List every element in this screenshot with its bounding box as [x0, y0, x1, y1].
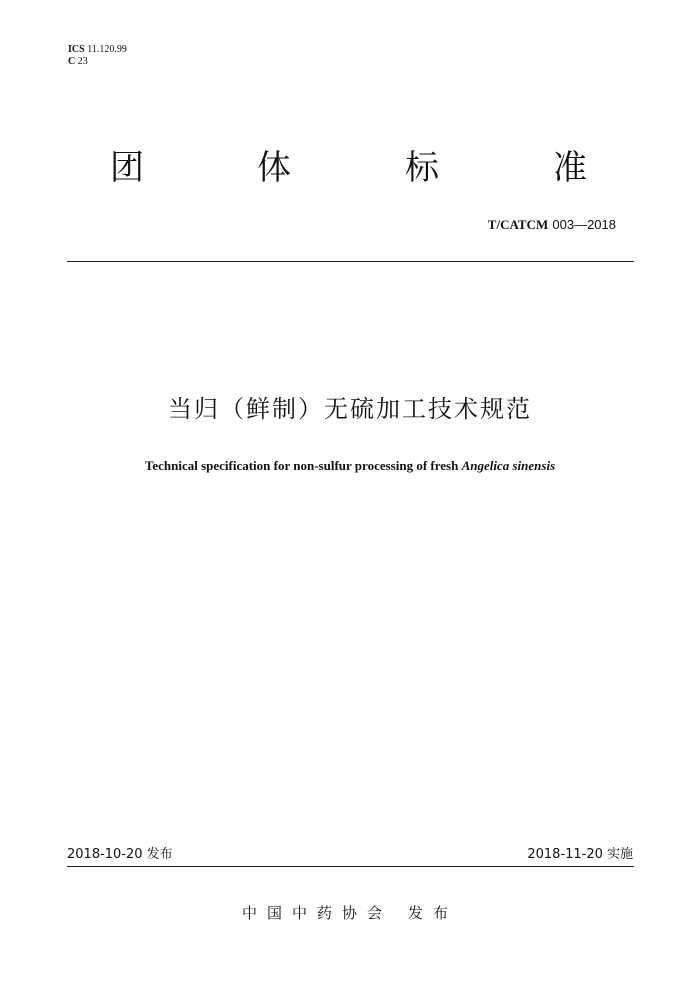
standard-code — [488, 216, 616, 235]
document-meta — [68, 44, 127, 68]
ics-value: 11.120.99 — [87, 44, 127, 55]
standard-number: 003—2018 — [552, 217, 616, 232]
title-en-main: Technical specification for non-sulfur processing of fresh — [144, 458, 459, 473]
implementation-date: 2018-11-20 实施 — [527, 847, 633, 862]
category-char-3: 标 — [405, 148, 439, 188]
classification-label: C — [68, 56, 76, 67]
category-char-2: 体 — [257, 148, 291, 188]
document-title-en — [0, 457, 700, 475]
category-char-1: 团 — [110, 148, 144, 188]
bottom-divider — [67, 866, 634, 867]
document-title-cn: 当归（鲜制）无硫加工技术规范 — [168, 395, 532, 423]
top-divider — [67, 261, 634, 262]
publisher-line — [0, 902, 700, 924]
classification-line — [68, 56, 127, 68]
issue-date: 2018-10-20 发布 — [67, 847, 173, 862]
ics-line — [68, 44, 127, 56]
publisher-action: 发布 — [408, 904, 459, 922]
title-en-species: Angelica sinensis — [461, 458, 556, 473]
standard-prefix: T/CATCM — [487, 217, 549, 232]
ics-label: ICS — [68, 44, 85, 55]
category-char-4: 准 — [553, 148, 587, 188]
publisher-org: 中国中药协会 — [241, 904, 392, 922]
classification-value: 23 — [77, 56, 88, 67]
standard-category-heading — [0, 146, 700, 190]
